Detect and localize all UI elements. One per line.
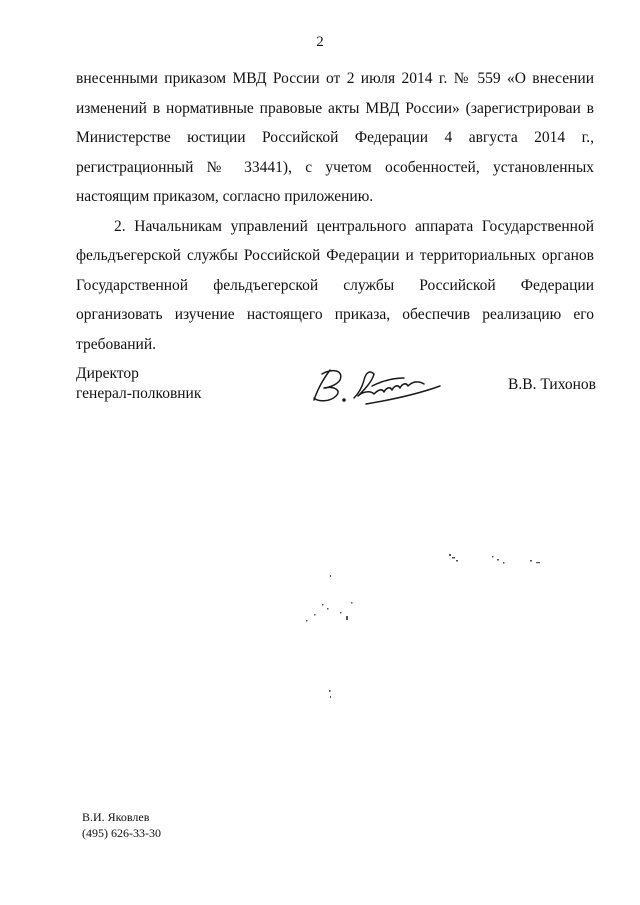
- executor-phone: (495) 626-33-30: [82, 826, 161, 840]
- executor-footer: [82, 809, 161, 841]
- position-line-1: Директор: [76, 365, 139, 382]
- page-number: 2: [316, 34, 324, 50]
- paragraph-1: внесенными приказом МВД России от 2 июля 2014 г. № 559 «О внесении изменений в нормативные правовые акты МВД России» (зарегистрироваи в Министерстве юстиции Российской Федерации 4 августа 2014 г., регистрационный № 33441), с учетом особенностей, установленных настоящим приказом, согласно приложению.: [76, 70, 594, 205]
- executor-name: В.И. Яковлев: [82, 810, 150, 824]
- paragraph-2: 2. Начальникам управлений центрального аппарата Государственной фельдъегерской службы Российской Федерации и территориальных органов Государственной фельдъегерской службы Российской Федерации организовать изучение настоящего приказа, обеспечив реализацию его требований.: [76, 217, 594, 353]
- position-line-2: генерал-полковник: [76, 385, 202, 402]
- signatory-name: В.В. Тихонов: [508, 376, 596, 393]
